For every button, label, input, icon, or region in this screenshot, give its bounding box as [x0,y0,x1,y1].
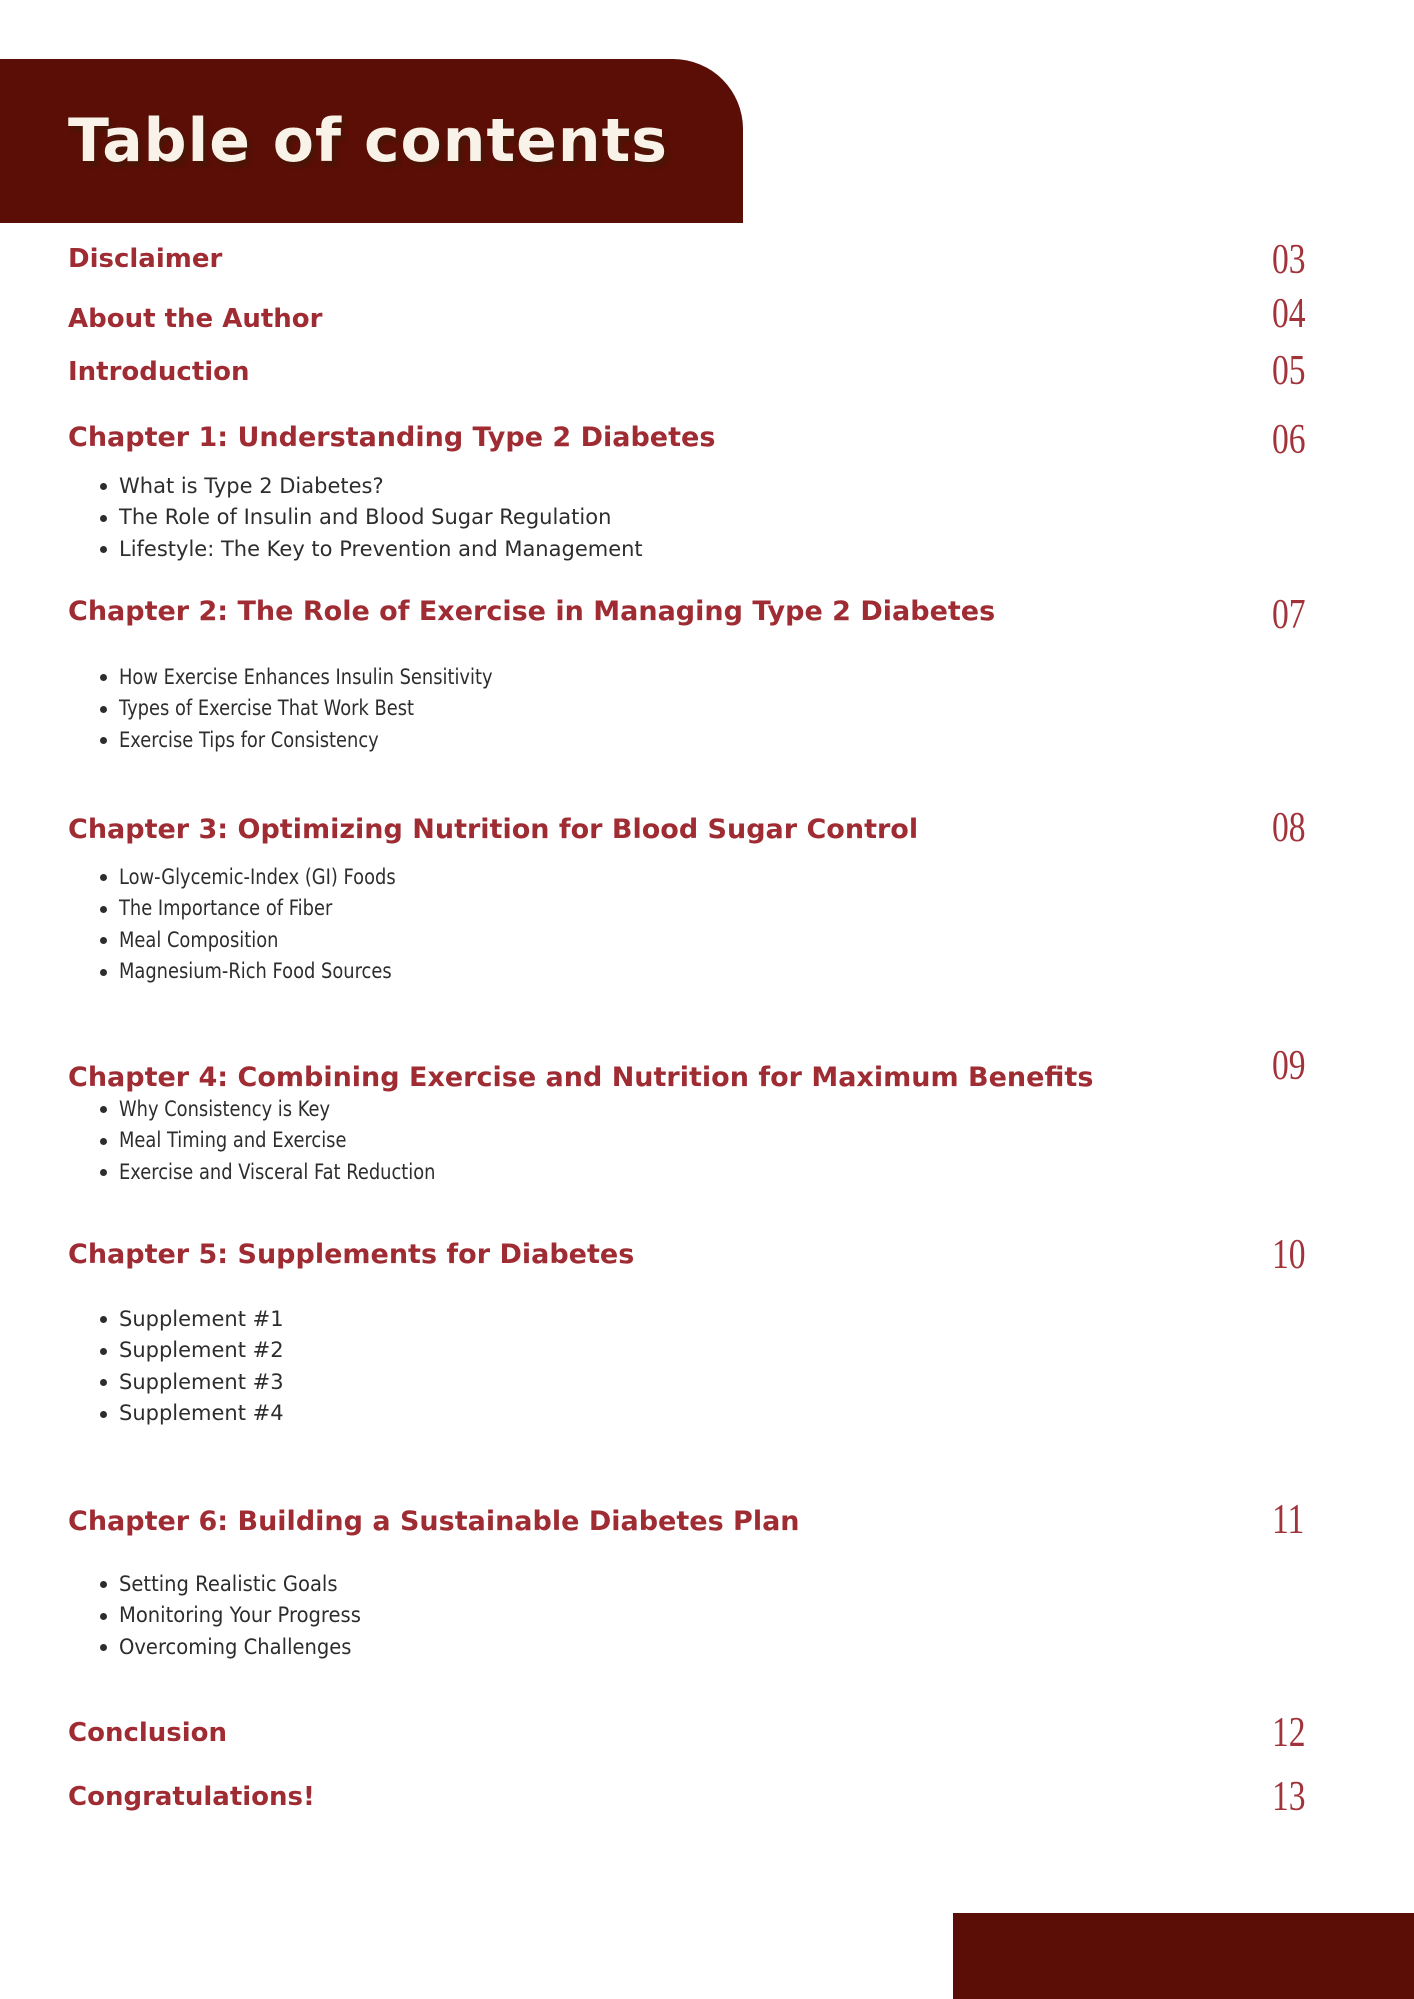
toc-subitem: Overcoming Challenges [100,1631,379,1663]
toc-subitem: Why Consistency is Key [100,1093,491,1125]
page-number: 07 [1272,592,1306,638]
toc-subitem: Low-Glycemic-Index (GI) Foods [100,861,444,893]
chapter-heading: Chapter 3: Optimizing Nutrition for Blood Sugar Control [68,814,919,845]
toc-subitem: Meal Timing and Exercise [100,1125,491,1157]
chapter-subitems [100,1568,379,1663]
toc-entry: Congratulations! [68,1782,315,1812]
toc-entry: Conclusion [68,1718,228,1748]
chapter-subitems [100,470,643,565]
chapter-heading: Chapter 4: Combining Exercise and Nutrition for Maximum Benefits [68,1062,1094,1093]
toc-subitem: Lifestyle: The Key to Prevention and Management [100,533,643,565]
chapter-heading: Chapter 2: The Role of Exercise in Managing Type 2 Diabetes [68,596,996,627]
page-number: 10 [1272,1232,1306,1278]
toc-subitem: What is Type 2 Diabetes? [100,470,643,502]
toc-subitem: Exercise and Visceral Fat Reduction [100,1156,491,1188]
page-title: Table of contents [68,106,668,176]
chapter-subitems [100,861,444,987]
footer-accent-block [953,1913,1414,1999]
chapter-subitems [100,1303,284,1429]
toc-subitem: Monitoring Your Progress [100,1600,379,1632]
page-number: 04 [1272,291,1306,337]
toc-subitem: Exercise Tips for Consistency [100,724,558,756]
toc-subitem: Supplement #3 [100,1366,284,1398]
title-banner [0,59,743,223]
chapter-subitems [100,1093,491,1188]
toc-subitem: Supplement #2 [100,1335,284,1367]
page-number: 03 [1272,237,1306,283]
toc-subitem: The Role of Insulin and Blood Sugar Regulation [100,502,643,534]
toc-subitem: How Exercise Enhances Insulin Sensitivity [100,661,558,693]
page-number: 05 [1272,348,1306,394]
toc-subitem: Supplement #4 [100,1398,284,1430]
chapter-heading: Chapter 1: Understanding Type 2 Diabetes [68,422,716,453]
page-number: 13 [1272,1774,1306,1820]
chapter-heading: Chapter 6: Building a Sustainable Diabetes Plan [68,1506,800,1537]
chapter-heading: Chapter 5: Supplements for Diabetes [68,1239,635,1270]
toc-entry: Introduction [68,357,250,387]
toc-subitem: Setting Realistic Goals [100,1568,379,1600]
toc-subitem: Meal Composition [100,924,444,956]
toc-entry: About the Author [68,304,323,334]
page-number: 12 [1272,1710,1306,1756]
page-number: 11 [1272,1497,1305,1543]
toc-subitem: Types of Exercise That Work Best [100,693,558,725]
toc-entry: Disclaimer [68,244,223,274]
page-number: 09 [1272,1043,1306,1089]
chapter-subitems [100,661,558,756]
toc-subitem: The Importance of Fiber [100,893,444,925]
page-number: 06 [1272,417,1306,463]
toc-subitem: Magnesium-Rich Food Sources [100,956,444,988]
page-number: 08 [1272,805,1306,851]
toc-subitem: Supplement #1 [100,1303,284,1335]
